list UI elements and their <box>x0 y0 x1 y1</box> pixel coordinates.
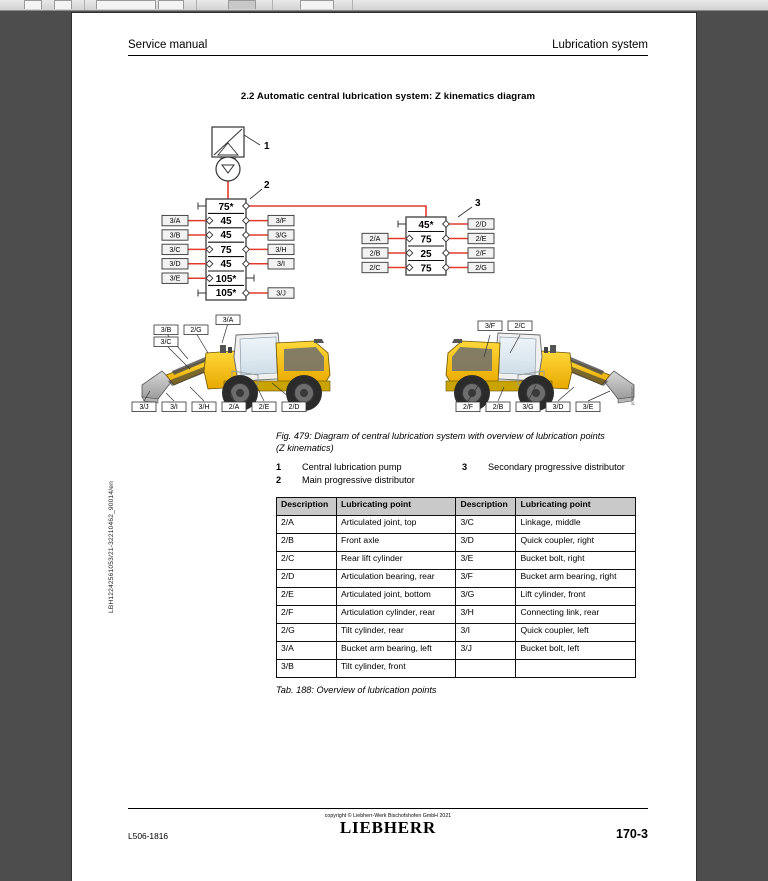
port-label: 3/A <box>169 216 181 225</box>
table-cell-description: 2/F <box>277 606 337 624</box>
table-cell-point: Lift cylinder, front <box>516 588 636 606</box>
callout-label: 2/A <box>228 404 240 411</box>
main-port-value: 105* <box>215 274 237 285</box>
table-row <box>277 516 636 534</box>
schematic-callout-secondary-distributor: 3 <box>475 198 481 209</box>
port-label: 3/E <box>169 273 181 283</box>
figure-legend <box>276 461 648 486</box>
table-cell-point: Quick coupler, right <box>516 534 636 552</box>
table-row <box>277 552 636 570</box>
table-cell-point: Tilt cylinder, rear <box>336 624 456 642</box>
port-label: 2/E <box>475 233 487 243</box>
copyright-notice: copyright © Liebherr-Werk Bischofshofen GmbH 2021 <box>324 813 452 819</box>
callout-label: 2/E <box>258 404 270 411</box>
table-cell-point <box>516 660 636 678</box>
table-cell-description: 3/C <box>456 516 516 534</box>
port-label: 3/B <box>169 230 181 240</box>
table-cell-point: Articulated joint, top <box>336 516 456 534</box>
table-cell-point: Front axle <box>336 534 456 552</box>
footer-model-number: L506-1816 <box>128 831 169 841</box>
figure-caption-line1: Fig. 479: Diagram of central lubrication system with overview of lubrication points <box>276 431 605 441</box>
callout-label: 3/E <box>582 404 594 411</box>
callout-label: 2/C <box>514 323 526 330</box>
main-distributor-left-ports <box>162 215 213 283</box>
callout-label: 3/F <box>484 323 496 330</box>
port-label: 2/A <box>369 233 381 243</box>
port-label: 2/B <box>369 248 381 258</box>
main-port-value: 45 <box>220 230 232 241</box>
port-label: 3/G <box>275 230 287 240</box>
lubrication-points-table <box>276 497 636 678</box>
table-cell-description: 3/F <box>456 570 516 588</box>
running-head <box>128 39 648 56</box>
secondary-port-value: 25 <box>420 249 432 260</box>
legend-entry <box>276 461 462 474</box>
table-cell-description: 3/G <box>456 588 516 606</box>
schematic-callout-pump: 1 <box>264 141 270 152</box>
toolbar-separator <box>352 0 353 10</box>
machine-illustration <box>128 313 648 425</box>
footer-branding <box>128 813 648 836</box>
table-cell-description: 2/G <box>277 624 337 642</box>
page-footer <box>128 813 648 853</box>
running-head-left: Service manual <box>128 39 208 51</box>
port-label: 3/J <box>276 288 286 298</box>
pdf-viewer-toolbar <box>0 0 768 11</box>
callout-label: 3/B <box>160 327 172 334</box>
table-cell-point: Connecting link, rear <box>516 606 636 624</box>
table-cell-point: Articulation cylinder, rear <box>336 606 456 624</box>
document-id-vertical: LBH12242561053/21-32210462_90014/en <box>108 480 115 613</box>
table-cell-description: 3/E <box>456 552 516 570</box>
table-row <box>277 660 636 678</box>
main-port-value: 105* <box>215 288 237 299</box>
page-number-input[interactable] <box>96 0 156 9</box>
table-header-cell: Description <box>277 498 337 516</box>
table-cell-point: Quick coupler, left <box>516 624 636 642</box>
main-distributor-right-ports <box>243 203 294 299</box>
legend-number: 3 <box>462 462 468 472</box>
liebherr-logo: LIEBHERR <box>339 818 437 837</box>
port-label: 2/C <box>369 262 381 272</box>
table-caption: Tab. 188: Overview of lubrication points <box>276 685 437 695</box>
zoom-level-input[interactable] <box>300 0 334 9</box>
left-machine-top-callouts <box>154 315 240 347</box>
table-row <box>277 642 636 660</box>
section-heading: 2.2 Automatic central lubrication system: Z kinematics diagram <box>240 91 536 102</box>
legend-row <box>276 474 648 487</box>
port-label: 3/I <box>277 259 285 269</box>
table-cell-description: 2/D <box>277 570 337 588</box>
callout-label: 2/D <box>288 404 300 411</box>
zoom-out-button[interactable] <box>228 0 256 9</box>
table-cell-point: Bucket bolt, left <box>516 642 636 660</box>
table-cell-description: 2/B <box>277 534 337 552</box>
callout-label: 2/G <box>190 327 202 334</box>
callout-label: 3/J <box>139 404 149 411</box>
right-machine-top-callouts <box>478 321 532 331</box>
port-label: 2/G <box>475 262 487 272</box>
figure-caption <box>276 430 648 454</box>
secondary-port-value: 45* <box>418 220 434 231</box>
callout-label: 2/B <box>492 404 504 411</box>
table-cell-description: 3/D <box>456 534 516 552</box>
port-label: 3/D <box>169 259 181 269</box>
secondary-distributor-right-ports <box>443 219 494 273</box>
table-header-cell: Description <box>456 498 516 516</box>
legend-entry <box>462 461 648 474</box>
table-header-cell: Lubricating point <box>336 498 456 516</box>
legend-row <box>276 461 648 474</box>
toolbar-separator <box>272 0 273 10</box>
port-label: 3/C <box>169 244 181 254</box>
legend-text: Main progressive distributor <box>302 474 415 485</box>
callout-label: 3/D <box>552 404 564 411</box>
table-cell-point: Articulated joint, bottom <box>336 588 456 606</box>
port-label: 3/H <box>275 244 287 254</box>
port-label: 2/F <box>475 248 487 258</box>
table-header-cell: Lubricating point <box>516 498 636 516</box>
table-cell-description: 2/C <box>277 552 337 570</box>
table-cell-description: 3/I <box>456 624 516 642</box>
port-label: 2/D <box>475 219 487 229</box>
table-cell-point: Tilt cylinder, front <box>336 660 456 678</box>
running-head-right: Lubrication system <box>552 39 648 51</box>
toolbar-button-prev[interactable] <box>24 0 42 9</box>
table-cell-point: Rear lift cylinder <box>336 552 456 570</box>
toolbar-button-next[interactable] <box>54 0 72 9</box>
main-port-value: 75 <box>220 245 232 256</box>
port-label: 3/F <box>275 216 287 225</box>
toolbar-separator <box>84 0 85 10</box>
secondary-distributor-left-ports <box>362 233 413 272</box>
secondary-port-value: 75 <box>420 234 432 246</box>
table-cell-description: 3/H <box>456 606 516 624</box>
legend-entry-empty <box>462 474 648 487</box>
table-row <box>277 534 636 552</box>
right-machine-bottom-callouts <box>456 402 600 412</box>
table-cell-point: Bucket arm bearing, left <box>336 642 456 660</box>
table-cell-description: 2/E <box>277 588 337 606</box>
figure-caption-line2: (Z kinematics) <box>276 443 334 454</box>
table-header-row <box>277 498 636 516</box>
callout-label: 3/A <box>222 317 234 324</box>
callout-label: 3/C <box>160 339 172 346</box>
legend-number: 1 <box>276 462 282 472</box>
footer-divider <box>128 808 648 809</box>
main-port-value: 45 <box>220 259 232 270</box>
left-machine-bottom-callouts <box>132 402 306 412</box>
illustration-code: p0503640 <box>630 386 635 405</box>
legend-text: Central lubrication pump <box>302 462 402 472</box>
callout-label: 3/H <box>198 404 210 411</box>
table-row <box>277 588 636 606</box>
table-cell-description: 2/A <box>277 516 337 534</box>
document-page <box>72 13 696 881</box>
page-number: 170-3 <box>616 827 648 841</box>
table-row <box>277 624 636 642</box>
toolbar-separator <box>196 0 197 10</box>
secondary-port-value: 75 <box>420 263 432 275</box>
main-port-value: 75* <box>218 202 234 213</box>
legend-entry <box>276 474 462 487</box>
table-cell-point: Linkage, middle <box>516 516 636 534</box>
table-cell-point: Bucket bolt, right <box>516 552 636 570</box>
table-cell-point: Articulation bearing, rear <box>336 570 456 588</box>
table-cell-description: 3/J <box>456 642 516 660</box>
schematic-callout-main-distributor: 2 <box>264 180 270 191</box>
table-cell-description: 3/B <box>277 660 337 678</box>
table-cell-description <box>456 660 516 678</box>
table-row <box>277 570 636 588</box>
page-total-box <box>158 0 184 9</box>
wheel-loader-right <box>446 333 634 411</box>
legend-number: 2 <box>276 474 282 485</box>
table-row <box>277 606 636 624</box>
callout-label: 3/G <box>522 404 534 411</box>
legend-text: Secondary progressive distributor <box>488 462 625 472</box>
main-port-value: 45 <box>220 216 232 227</box>
lubrication-schematic-diagram <box>128 113 648 313</box>
callout-label: 3/I <box>170 404 178 411</box>
callout-label: 2/F <box>462 404 474 411</box>
table-cell-point: Bucket arm bearing, right <box>516 570 636 588</box>
table-cell-description: 3/A <box>277 642 337 660</box>
central-lubrication-pump-symbol <box>212 127 244 181</box>
